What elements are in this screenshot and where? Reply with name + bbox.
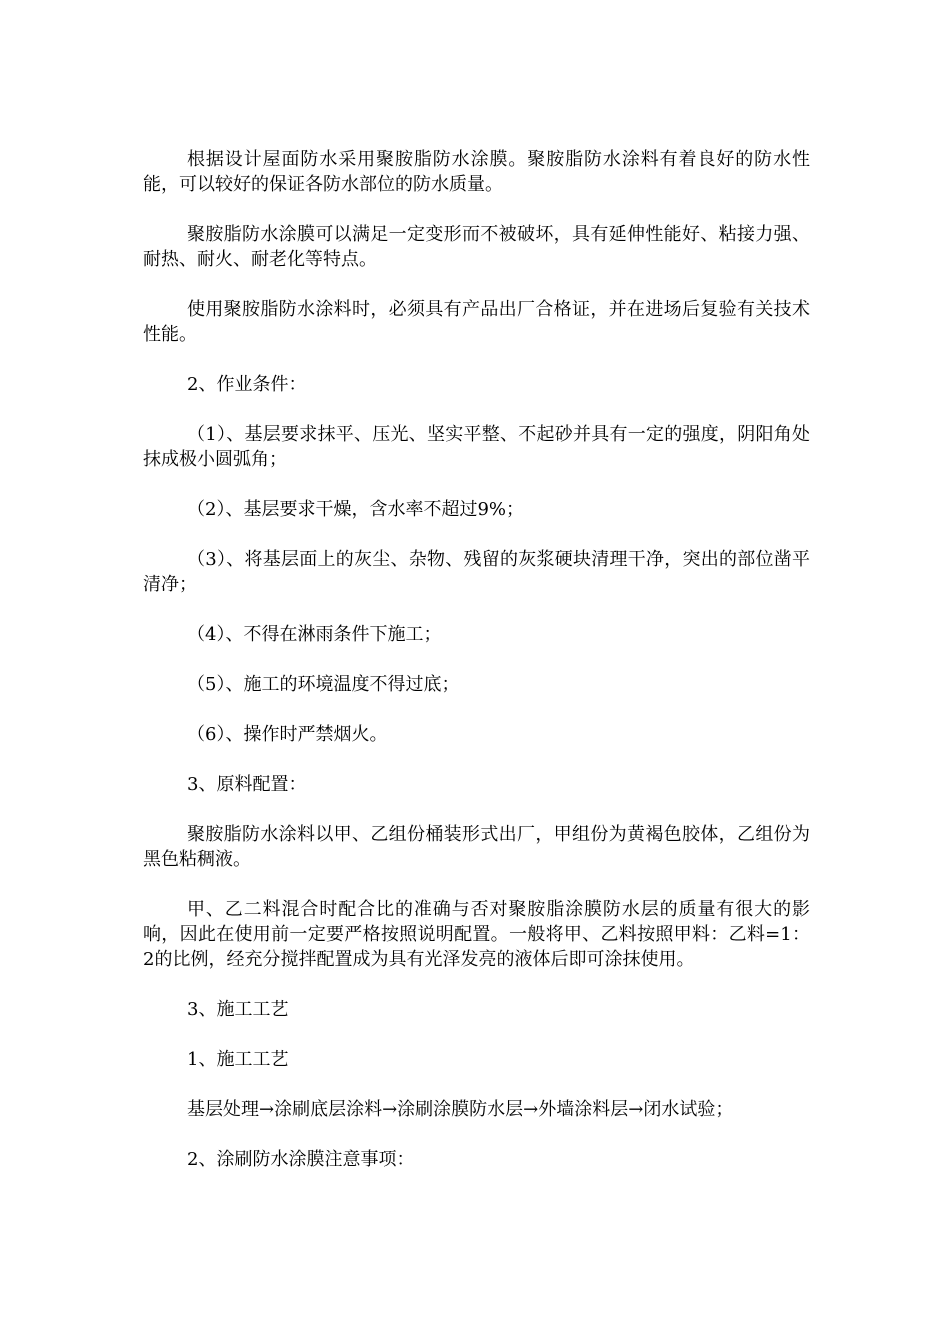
paragraph-components: 聚胺脂防水涂料以甲、乙组份桶装形式出厂，甲组份为黄褐色胶体，乙组份为黑色粘稠液。 xyxy=(143,824,810,870)
condition-item-3: （3）、将基层面上的灰尘、杂物、残留的灰浆硬块清理干净，突出的部位凿平清净； xyxy=(143,549,810,595)
condition-item-1: （1）、基层要求抹平、压光、坚实平整、不起砂并具有一定的强度，阴阳角处抹成极小圆弧角； xyxy=(143,424,810,470)
paragraph-certificate: 使用聚胺脂防水涂料时，必须具有产品出厂合格证，并在进场后复验有关技术性能。 xyxy=(143,299,810,345)
heading-material-prep: 3、原料配置： xyxy=(187,774,307,795)
condition-item-2: （2）、基层要求干燥，含水率不超过9%； xyxy=(187,499,525,520)
heading-work-conditions: 2、作业条件： xyxy=(187,374,307,395)
condition-item-4: （4）、不得在淋雨条件下施工； xyxy=(187,624,442,645)
document-body xyxy=(143,147,810,1197)
subheading-coating-notes: 2、涂刷防水涂膜注意事项： xyxy=(187,1149,415,1170)
paragraph-properties: 聚胺脂防水涂膜可以满足一定变形而不被破坏，具有延伸性能好、粘接力强、耐热、耐火、耐老化等特点。 xyxy=(143,224,810,270)
paragraph-process-flow: 基层处理→涂刷底层涂料→涂刷涂膜防水层→外墙涂料层→闭水试验； xyxy=(187,1099,734,1120)
paragraph-mixing-ratio: 甲、乙二料混合时配合比的准确与否对聚胺脂涂膜防水层的质量有很大的影响，因此在使用前一定要严格按照说明配置。一般将甲、乙料按照甲料：乙料=1：2的比例，经充分搅拌配置成为具有光泽发亮的液体后即可涂抹使用。 xyxy=(143,899,810,970)
subheading-construction-process: 1、施工工艺 xyxy=(187,1049,289,1070)
heading-construction-process: 3、施工工艺 xyxy=(187,999,289,1020)
paragraph-intro: 根据设计屋面防水采用聚胺脂防水涂膜。聚胺脂防水涂料有着良好的防水性能，可以较好的保证各防水部位的防水质量。 xyxy=(143,149,810,195)
condition-item-6: （6）、操作时严禁烟火。 xyxy=(187,724,388,745)
condition-item-5: （5）、施工的环境温度不得过底； xyxy=(187,674,460,695)
